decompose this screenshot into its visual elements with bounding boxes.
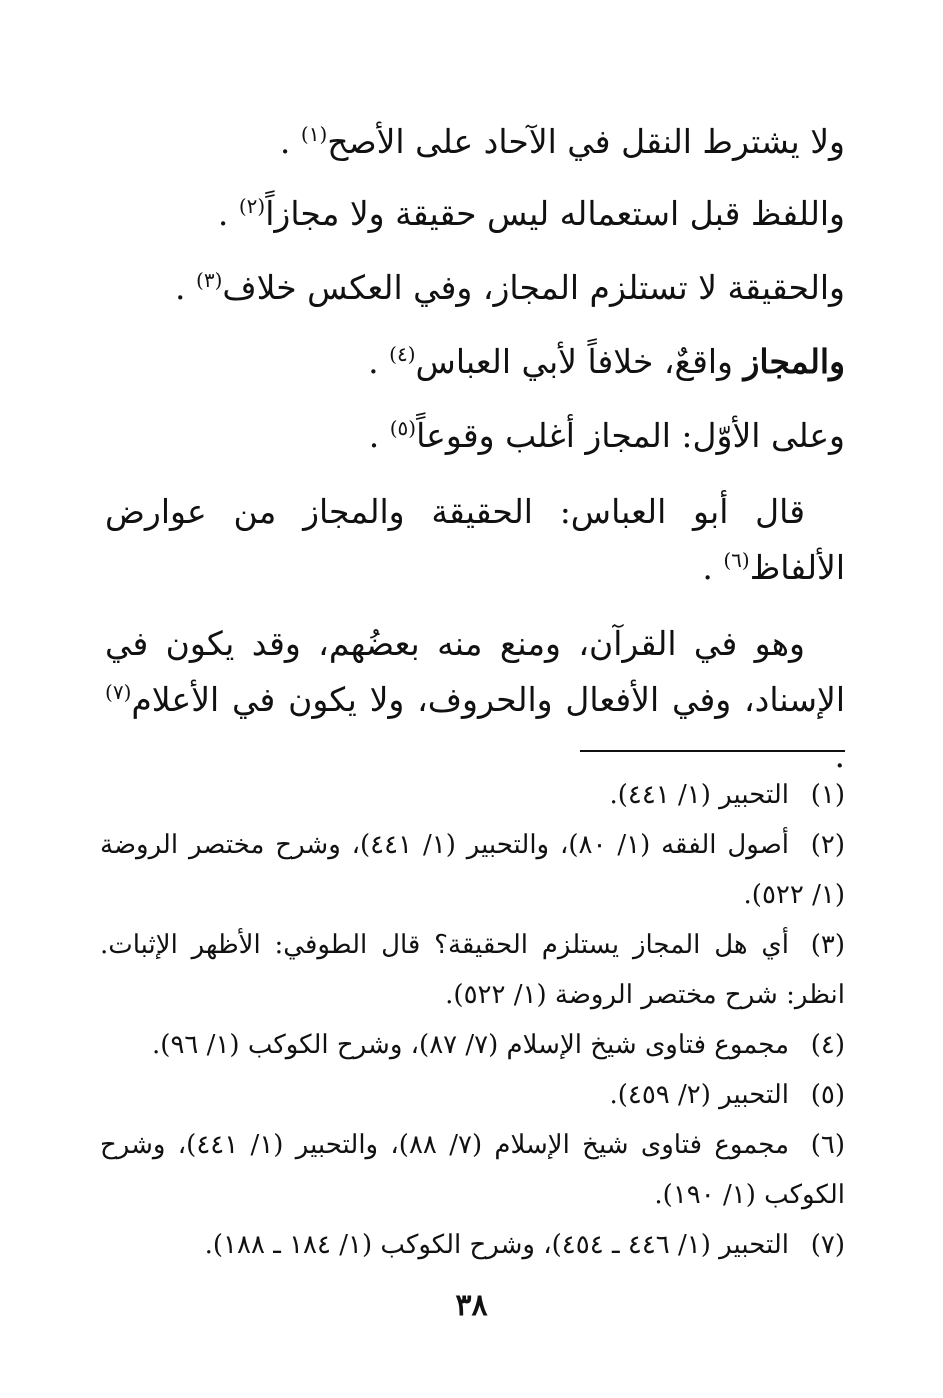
full-stop: . — [175, 268, 186, 307]
body-text: وعلى الأوّل: المجاز أغلب وقوعاً — [416, 416, 845, 455]
footnote-7 — [100, 1220, 845, 1270]
full-stop: . — [702, 548, 713, 587]
footnote-text: التحبير (١/ ٤٤١). — [609, 780, 789, 810]
full-stop: . — [368, 342, 379, 381]
footnote-3 — [100, 920, 845, 1020]
footnote-ref-4[interactable]: (٤) — [389, 342, 416, 366]
body-line-4 — [368, 342, 845, 382]
footnote-2 — [100, 820, 845, 920]
footnote-text: التحبير (٢/ ٤٥٩). — [609, 1080, 789, 1110]
body-line-3 — [175, 268, 845, 308]
body-text: وهو في القرآن، ومنع منه بعضُهم، وقد يكون في الإسناد، وفي الأفعال والحروف، ولا يكون في الأعلام — [105, 624, 845, 719]
body-text: قال أبو العباس: الحقيقة والمجاز من عوارض الألفاظ — [105, 492, 845, 587]
footnote-ref-2[interactable]: (٢) — [238, 194, 266, 218]
footnote-ref-6[interactable]: (٦) — [723, 548, 750, 572]
footnote-number: (٣) — [810, 930, 845, 960]
footnote-separator — [580, 750, 845, 752]
footnote-text: مجموع فتاوى شيخ الإسلام (٧/ ٨٨)، والتحبير (١/ ٤٤١)، وشرح الكوكب (١/ ١٩٠). — [100, 1130, 845, 1210]
page-number: ٣٨ — [455, 1288, 488, 1323]
footnote-5 — [100, 1070, 845, 1120]
full-stop: . — [834, 736, 845, 775]
footnote-number: (٤) — [810, 1030, 845, 1060]
footnote-ref-5[interactable]: (٥) — [389, 416, 417, 440]
body-line-1 — [280, 122, 845, 162]
full-stop: . — [217, 194, 229, 233]
footnote-number: (٢) — [810, 830, 846, 860]
body-line-5 — [369, 416, 845, 456]
footnote-number: (٥) — [810, 1080, 845, 1110]
full-stop: . — [368, 416, 380, 455]
footnote-number: (١) — [810, 780, 845, 810]
body-line-2 — [218, 194, 845, 234]
footnote-ref-3[interactable]: (٣) — [196, 268, 223, 292]
full-stop: . — [279, 122, 291, 161]
footnote-text: مجموع فتاوى شيخ الإسلام (٧/ ٨٧)، وشرح الكوكب (١/ ٩٦). — [152, 1030, 789, 1060]
footnote-text: التحبير (١/ ٤٤٦ ـ ٤٥٤)، وشرح الكوكب (١/ ١٨٤ ـ ١٨٨). — [204, 1230, 789, 1260]
footnote-number: (٧) — [810, 1230, 845, 1260]
footnote-ref-1[interactable]: (١) — [300, 122, 328, 146]
body-text: واللفظ قبل استعماله ليس حقيقة ولا مجازاً — [265, 194, 845, 233]
footnote-4 — [100, 1020, 845, 1070]
body-text: والحقيقة لا تستلزم المجاز، وفي العكس خلاف — [222, 268, 845, 307]
body-paragraph-6 — [105, 484, 845, 596]
footnote-1 — [100, 770, 845, 820]
body-text: ولا يشترط النقل في الآحاد على الأصح — [327, 122, 845, 161]
body-text: واقعٌ، خلافاً لأبي العباس — [415, 342, 744, 381]
body-paragraph-7 — [105, 616, 845, 784]
footnote-text: أصول الفقه (١/ ٨٠)، والتحبير (١/ ٤٤١)، وشرح مختصر الروضة (١/ ٥٢٢). — [100, 830, 845, 910]
footnote-text: أي هل المجاز يستلزم الحقيقة؟ قال الطوفي: الأظهر الإثبات. انظر: شرح مختصر الروضة (١/ ٥٢٢). — [100, 930, 845, 1010]
footnote-ref-7[interactable]: (٧) — [105, 680, 132, 704]
bold-term: والمجاز — [743, 342, 845, 381]
footnote-6 — [100, 1120, 845, 1220]
footnote-number: (٦) — [810, 1130, 846, 1160]
